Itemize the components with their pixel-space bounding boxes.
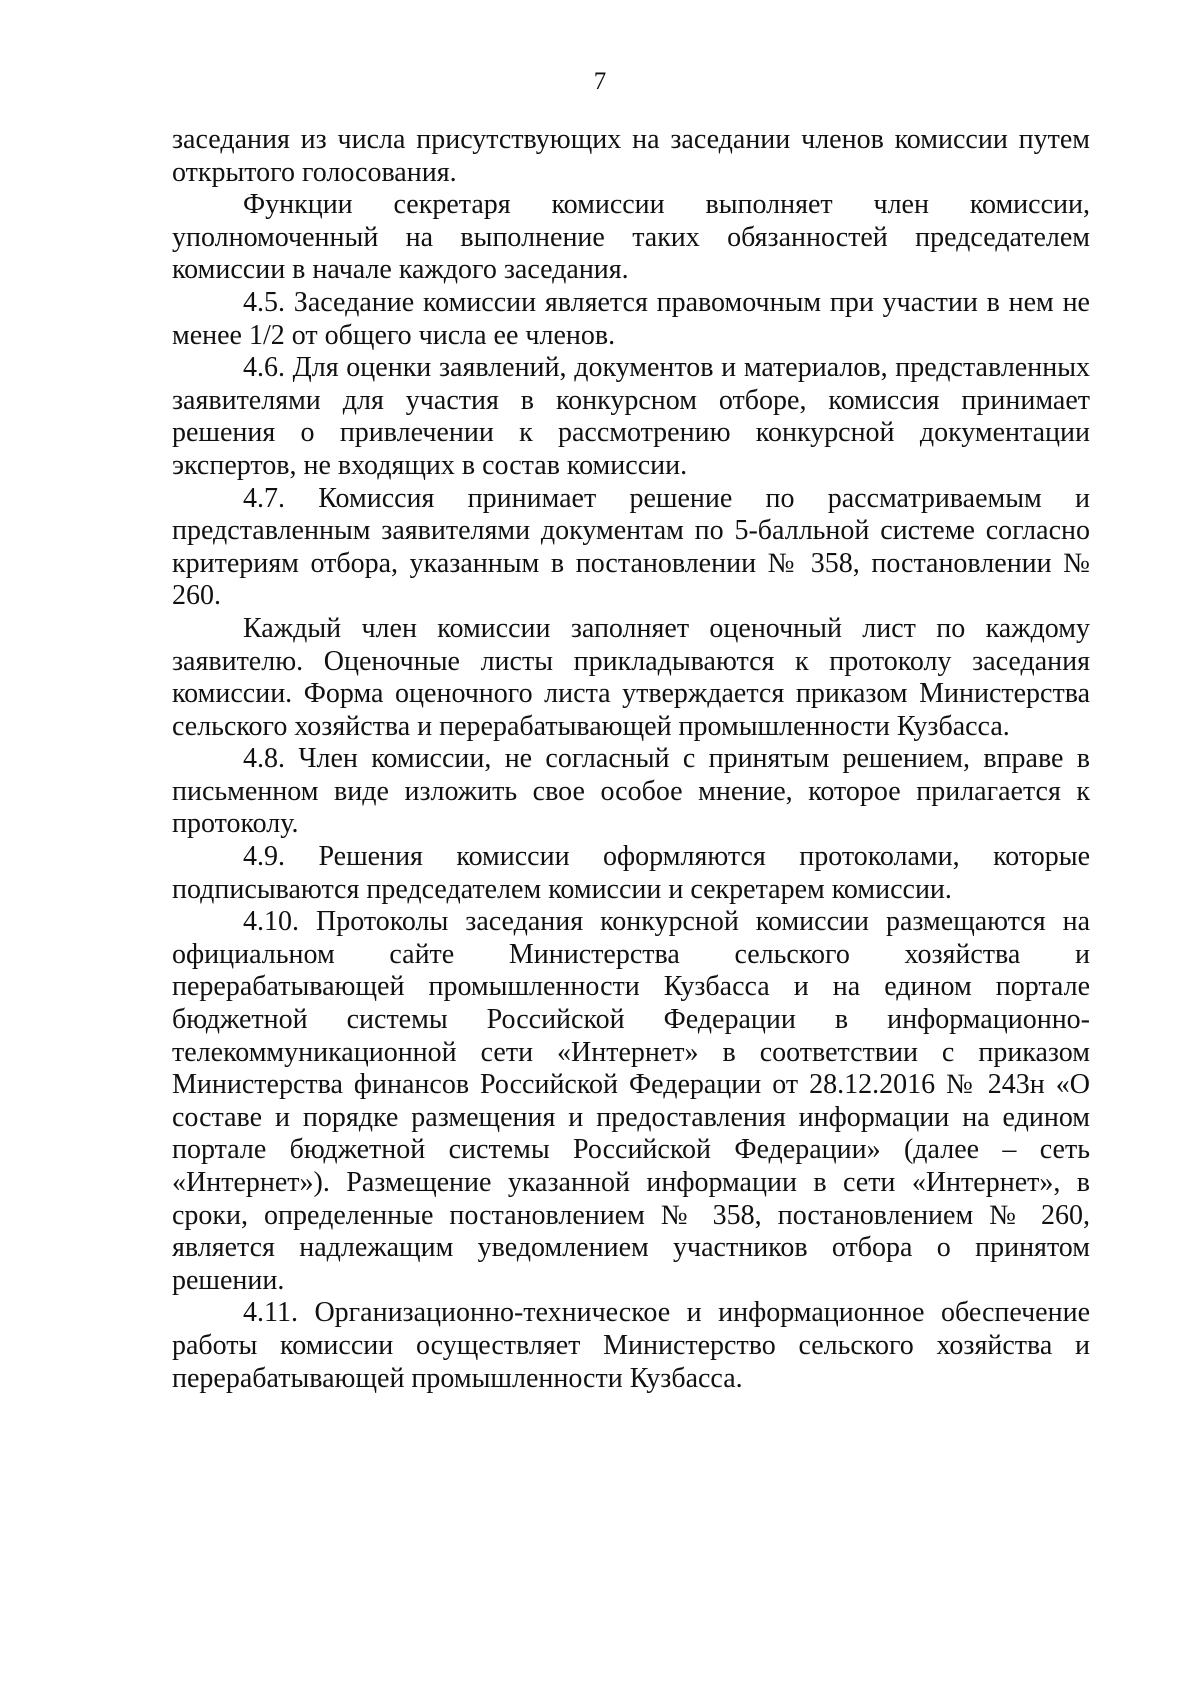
paragraph-secretary-functions: Функции секретаря комиссии выполняет член комиссии, уполномоченный на выполнение таких обязанностей председателем комиссии в начале каждого заседания.	[172, 189, 1090, 286]
paragraph-4-5: 4.5. Заседание комиссии является правомочным при участии в нем не менее 1/2 от общего числа ее членов.	[172, 286, 1090, 351]
paragraph-4-8: 4.8. Член комиссии, не согласный с принятым решением, вправе в письменном виде изложить свое особое мнение, которое прилагается к протоколу.	[172, 743, 1090, 840]
paragraph-4-6: 4.6. Для оценки заявлений, документов и материалов, представленных заявителями для участия в конкурсном отборе, комиссия принимает решения о привлечении к рассмотрению конкурсной документации экспертов, не входящих в состав комиссии.	[172, 352, 1090, 481]
paragraph-4-11: 4.11. Организационно-техническое и информационное обеспечение работы комиссии осуществляет Министерство сельского хозяйства и перерабатывающей промышленности Кузбасса.	[172, 1297, 1090, 1394]
paragraph-continuation: заседания из числа присутствующих на заседании членов комиссии путем открытого голосования.	[172, 124, 1090, 188]
paragraph-4-7: 4.7. Комиссия принимает решение по рассматриваемым и представленным заявителями документам по 5-балльной системе согласно критериям отбора, указанным в постановлении № 358, постановлении № 260.	[172, 482, 1090, 612]
document-body	[172, 124, 1090, 1395]
paragraph-4-10: 4.10. Протоколы заседания конкурсной комиссии размещаются на официальном сайте Министерства сельского хозяйства и перерабатывающей промышленности Кузбасса и на едином портале бюджетной системы Российской Федерации в информационно-телекоммуникационной сети «Интернет» в соответствии с приказом Министерства финансов Российской Федерации от 28.12.2016 № 243н «О составе и порядке размещения и предоставления информации на едином портале бюджетной системы Российской Федерации» (далее – сеть «Интернет»). Размещение указанной информации в сети «Интернет», в сроки, определенные постановлением № 358, постановлением № 260, является надлежащим уведомлением участников отбора о принятом решении.	[172, 906, 1090, 1296]
paragraph-4-9: 4.9. Решения комиссии оформляются протоколами, которые подписываются председателем комиссии и секретарем комиссии.	[172, 841, 1090, 905]
paragraph-evaluation-sheet: Каждый член комиссии заполняет оценочный лист по каждому заявителю. Оценочные листы прикладываются к протоколу заседания комиссии. Форма оценочного листа утверждается приказом Министерства сельского хозяйства и перерабатывающей промышленности Кузбасса.	[172, 612, 1090, 742]
page-number: 7	[593, 68, 607, 95]
